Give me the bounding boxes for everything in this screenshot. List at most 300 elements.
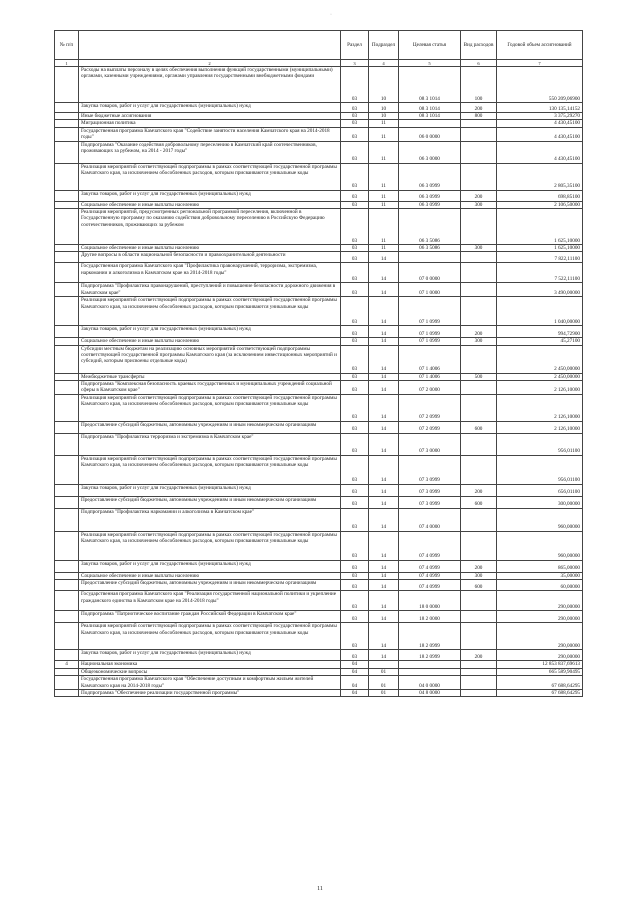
table-row — [55, 580, 583, 591]
row-amount: 2 126,10000 — [497, 381, 583, 395]
row-amount: 865,00000 — [497, 560, 583, 572]
row-razdel: 03 — [341, 245, 369, 252]
table-row — [55, 326, 583, 338]
row-amount: 35,00000 — [497, 572, 583, 579]
table-row — [55, 560, 583, 572]
row-target-article: 07 3 0999 — [399, 484, 461, 496]
row-target-article — [399, 252, 461, 263]
row-description: Миграционная политика — [79, 120, 341, 127]
row-target-article — [399, 661, 461, 668]
row-podrazdel: 14 — [369, 373, 399, 380]
row-description: Закупка товаров, работ и услуг для государственных (муниципальных) нужд — [79, 326, 341, 338]
row-description: Межбюджетные трансферты — [79, 373, 341, 380]
row-number — [55, 201, 79, 208]
row-razdel: 03 — [341, 127, 369, 141]
row-podrazdel: 14 — [369, 611, 399, 623]
row-razdel: 03 — [341, 113, 369, 120]
row-expense-type — [461, 141, 497, 163]
row-amount: 2 805,35100 — [497, 163, 583, 190]
row-podrazdel: 11 — [369, 163, 399, 190]
row-target-article: 06 3 0999 — [399, 163, 461, 190]
row-target-article: 07 2 0999 — [399, 394, 461, 421]
column-index: 2 — [79, 60, 341, 67]
row-target-article: 07 2 0000 — [399, 381, 461, 395]
table-row — [55, 676, 583, 690]
row-target-article: 07 2 0999 — [399, 421, 461, 433]
row-podrazdel: 11 — [369, 209, 399, 245]
row-description: Иные бюджетные ассигнования — [79, 113, 341, 120]
row-expense-type: 200 — [461, 326, 497, 338]
row-target-article: 07 0 0000 — [399, 263, 461, 283]
row-target-article: 06 0 0000 — [399, 127, 461, 141]
row-razdel: 03 — [341, 650, 369, 661]
column-index: 6 — [461, 60, 497, 67]
row-expense-type — [461, 163, 497, 190]
scan-mark: · — [330, 12, 332, 18]
row-razdel: 03 — [341, 141, 369, 163]
table-row — [55, 394, 583, 421]
row-amount: 1 625,10000 — [497, 209, 583, 245]
row-description: Закупка товаров, работ и услуг для государственных (муниципальных) нужд — [79, 560, 341, 572]
row-number — [55, 345, 79, 373]
table-row — [55, 531, 583, 560]
row-description: Общеэкономические вопросы — [79, 668, 341, 675]
table-row — [55, 67, 583, 103]
row-number — [55, 572, 79, 579]
header-no: № п/п — [55, 31, 79, 60]
table-row — [55, 623, 583, 650]
row-number — [55, 650, 79, 661]
row-amount: 960,00000 — [497, 531, 583, 560]
row-description: Предоставление субсидий бюджетным, автономным учреждениям и иным некоммерческим организациям — [79, 421, 341, 433]
table-row — [55, 455, 583, 484]
row-amount: 290,00000 — [497, 623, 583, 650]
row-target-article: 07 1 4006 — [399, 345, 461, 373]
row-amount: 2 450,00000 — [497, 373, 583, 380]
row-amount: 665 589,90495 — [497, 668, 583, 675]
row-expense-type: 100 — [461, 67, 497, 103]
row-description: Подпрограмма "Патриотическое воспитание граждан Российской Федерации в Камчатском крае" — [79, 611, 341, 623]
row-razdel: 03 — [341, 263, 369, 283]
row-podrazdel: 14 — [369, 591, 399, 611]
row-amount: 4 430,45100 — [497, 141, 583, 163]
row-podrazdel: 10 — [369, 67, 399, 103]
column-index-row — [55, 60, 583, 67]
table-row — [55, 484, 583, 496]
row-amount: 45,27100 — [497, 338, 583, 345]
row-podrazdel: 14 — [369, 326, 399, 338]
table-row — [55, 381, 583, 395]
table-row — [55, 283, 583, 297]
row-amount: 7 822,11100 — [497, 252, 583, 263]
row-podrazdel: 01 — [369, 689, 399, 696]
table-row — [55, 113, 583, 120]
table-row — [55, 120, 583, 127]
row-target-article: 07 3 0999 — [399, 496, 461, 508]
row-description: Закупка товаров, работ и услуг для государственных (муниципальных) нужд — [79, 190, 341, 201]
row-target-article: 06 3 0999 — [399, 190, 461, 201]
row-description: Социальное обеспечение и иные выплаты населению — [79, 201, 341, 208]
row-amount: 2 126,10000 — [497, 421, 583, 433]
row-target-article: 08 3 1014 — [399, 67, 461, 103]
row-amount: 290,00000 — [497, 591, 583, 611]
row-expense-type: 200 — [461, 190, 497, 201]
row-target-article: 07 1 0999 — [399, 297, 461, 326]
row-podrazdel: 01 — [369, 676, 399, 690]
row-razdel: 03 — [341, 373, 369, 380]
row-target-article: 07 4 0999 — [399, 580, 461, 591]
column-index: 7 — [497, 60, 583, 67]
row-expense-type — [461, 283, 497, 297]
row-number — [55, 580, 79, 591]
row-expense-type — [461, 127, 497, 141]
row-number — [55, 560, 79, 572]
budget-table — [54, 30, 583, 697]
row-number — [55, 190, 79, 201]
row-target-article: 04 8 0000 — [399, 689, 461, 696]
row-target-article: 08 3 1014 — [399, 103, 461, 113]
row-description: Государственная программа Камчатского края "Обеспечение доступным и комфортным жильем жителей Камчатского края на 2014-2018 годы" — [79, 676, 341, 690]
row-target-article: 07 3 0000 — [399, 433, 461, 455]
row-razdel: 04 — [341, 661, 369, 668]
row-razdel: 03 — [341, 591, 369, 611]
row-description: Субсидии местным бюджетам на реализацию основных мероприятий соответствующей подпрограммы соответствующей государственной программы Камчатского края (за исключением инвестиционных мероприятий и субсидий, которым присвоены отдельные коды) — [79, 345, 341, 373]
row-razdel: 03 — [341, 283, 369, 297]
row-target-article — [399, 120, 461, 127]
row-expense-type — [461, 394, 497, 421]
row-razdel: 03 — [341, 190, 369, 201]
row-podrazdel: 11 — [369, 120, 399, 127]
row-description: Государственная программа Камчатского края "Содействие занятости населения Камчатского края на 2014-2018 годы" — [79, 127, 341, 141]
table-row — [55, 650, 583, 661]
row-target-article: 07 1 4006 — [399, 373, 461, 380]
row-expense-type — [461, 263, 497, 283]
header-podrazdel: Подраздел — [369, 31, 399, 60]
row-razdel: 03 — [341, 394, 369, 421]
row-razdel: 04 — [341, 676, 369, 690]
row-razdel: 03 — [341, 623, 369, 650]
table-row — [55, 345, 583, 373]
table-row — [55, 163, 583, 190]
row-podrazdel: 14 — [369, 560, 399, 572]
row-target-article: 07 4 0999 — [399, 572, 461, 579]
row-razdel: 03 — [341, 433, 369, 455]
row-expense-type: 600 — [461, 421, 497, 433]
row-podrazdel: 11 — [369, 127, 399, 141]
row-podrazdel: 14 — [369, 421, 399, 433]
row-target-article: 18 2 0000 — [399, 611, 461, 623]
row-expense-type: 600 — [461, 580, 497, 591]
row-description: Реализация мероприятий, предусмотренных региональной программой переселения, включенной в Государственную программу по оказанию содействия добровольному переселению в Российскую Федерацию соотечественников, проживающих за рубежом — [79, 209, 341, 245]
row-podrazdel: 11 — [369, 190, 399, 201]
row-podrazdel: 14 — [369, 484, 399, 496]
row-amount: 956,01100 — [497, 433, 583, 455]
row-number — [55, 689, 79, 696]
row-podrazdel: 14 — [369, 572, 399, 579]
row-podrazdel: 14 — [369, 531, 399, 560]
row-amount: 130 135,14152 — [497, 103, 583, 113]
row-expense-type — [461, 591, 497, 611]
row-description: Социальное обеспечение и иные выплаты населению — [79, 338, 341, 345]
row-description: Социальное обеспечение и иные выплаты населению — [79, 572, 341, 579]
row-amount: 698,85100 — [497, 190, 583, 201]
row-description: Реализация мероприятий соответствующей подпрограммы в рамках соответствующей государственной программы Камчатского края, за исключением обособленных расходов, которым присваиваются уникальные коды — [79, 531, 341, 560]
table-row — [55, 209, 583, 245]
row-razdel: 03 — [341, 421, 369, 433]
row-number — [55, 263, 79, 283]
row-amount: 290,00000 — [497, 650, 583, 661]
table-row — [55, 190, 583, 201]
row-podrazdel: 14 — [369, 283, 399, 297]
row-amount: 12 853 837,69613 — [497, 661, 583, 668]
row-expense-type — [461, 689, 497, 696]
row-razdel: 03 — [341, 103, 369, 113]
row-number — [55, 433, 79, 455]
row-podrazdel: 14 — [369, 650, 399, 661]
row-description: Подпрограмма "Профилактика правонарушений, преступлений и повышение безопасности дорожного движения в Камчатском крае" — [79, 283, 341, 297]
row-number — [55, 67, 79, 103]
row-target-article: 07 1 0999 — [399, 338, 461, 345]
row-expense-type — [461, 433, 497, 455]
row-description: Реализация мероприятий соответствующей подпрограммы в рамках соответствующей государственной программы Камчатского края, за исключением обособленных расходов, которым присваиваются уникальные коды — [79, 455, 341, 484]
row-expense-type — [461, 381, 497, 395]
table-row — [55, 141, 583, 163]
table-row — [55, 245, 583, 252]
row-number — [55, 591, 79, 611]
row-podrazdel: 14 — [369, 297, 399, 326]
row-podrazdel: 14 — [369, 433, 399, 455]
row-expense-type — [461, 531, 497, 560]
row-expense-type: 200 — [461, 650, 497, 661]
row-number — [55, 245, 79, 252]
row-razdel: 03 — [341, 201, 369, 208]
row-description: Расходы на выплаты персоналу в целях обеспечения выполнения функций государственными (муниципальными) органами, казенными учреждениями, органами управления государственными внебюджетными фондами — [79, 67, 341, 103]
header-target-article: Целевая статья — [399, 31, 461, 60]
row-podrazdel: 10 — [369, 113, 399, 120]
row-expense-type — [461, 623, 497, 650]
row-amount: 3 375,29270 — [497, 113, 583, 120]
row-target-article: 06 3 0999 — [399, 201, 461, 208]
row-expense-type — [461, 209, 497, 245]
row-expense-type: 300 — [461, 245, 497, 252]
row-number — [55, 252, 79, 263]
row-razdel: 03 — [341, 345, 369, 373]
row-number — [55, 531, 79, 560]
row-expense-type: 200 — [461, 103, 497, 113]
column-index: 5 — [399, 60, 461, 67]
row-razdel: 04 — [341, 668, 369, 675]
row-target-article: 07 1 0999 — [399, 326, 461, 338]
row-amount: 956,01100 — [497, 455, 583, 484]
row-amount: 1 040,00000 — [497, 297, 583, 326]
row-expense-type — [461, 611, 497, 623]
column-index: 3 — [341, 60, 369, 67]
row-description: Предоставление субсидий бюджетным, автономным учреждениям и иным некоммерческим организациям — [79, 580, 341, 591]
row-description: Подпрограмма "Оказание содействия добровольному переселению в Камчатский край соотечественников, проживающих за рубежом, на 2014 - 2017 годы" — [79, 141, 341, 163]
row-amount: 67 688,64295 — [497, 689, 583, 696]
row-expense-type: 500 — [461, 373, 497, 380]
table-row — [55, 689, 583, 696]
row-target-article: 07 3 0999 — [399, 455, 461, 484]
row-target-article: 06 3 5086 — [399, 209, 461, 245]
row-razdel: 03 — [341, 163, 369, 190]
row-expense-type — [461, 508, 497, 531]
table-row — [55, 496, 583, 508]
row-razdel: 03 — [341, 572, 369, 579]
row-description: Закупка товаров, работ и услуг для государственных (муниципальных) нужд — [79, 650, 341, 661]
row-number — [55, 283, 79, 297]
row-description: Предоставление субсидий бюджетным, автономным учреждениям и иным некоммерческим организациям — [79, 496, 341, 508]
row-amount: 2 450,00000 — [497, 345, 583, 373]
row-podrazdel: 14 — [369, 580, 399, 591]
table-row — [55, 252, 583, 263]
row-razdel: 03 — [341, 297, 369, 326]
header-expense-type: Вид расходов — [461, 31, 497, 60]
row-razdel: 03 — [341, 326, 369, 338]
row-target-article: 18 2 0999 — [399, 650, 461, 661]
row-amount: 550 209,06900 — [497, 67, 583, 103]
row-expense-type: 800 — [461, 113, 497, 120]
row-expense-type — [461, 661, 497, 668]
row-number — [55, 421, 79, 433]
row-description: Реализация мероприятий соответствующей подпрограммы в рамках соответствующей государственной программы Камчатского края, за исключением обособленных расходов, которым присваиваются уникальные коды — [79, 297, 341, 326]
row-target-article: 04 0 0000 — [399, 676, 461, 690]
budget-table-sheet — [54, 30, 582, 697]
row-description: Социальное обеспечение и иные выплаты населению — [79, 245, 341, 252]
row-podrazdel — [369, 661, 399, 668]
row-razdel: 03 — [341, 580, 369, 591]
row-expense-type — [461, 345, 497, 373]
page-number: 11 — [317, 886, 323, 892]
row-number — [55, 209, 79, 245]
row-podrazdel: 10 — [369, 103, 399, 113]
row-description: Подпрограмма "Комплексная безопасность краевых государственных и муниципальных учреждений социальной сферы в Камчатском крае" — [79, 381, 341, 395]
row-expense-type — [461, 252, 497, 263]
row-amount: 7 522,11100 — [497, 263, 583, 283]
row-razdel: 03 — [341, 531, 369, 560]
row-expense-type: 600 — [461, 496, 497, 508]
row-razdel: 03 — [341, 455, 369, 484]
row-description: Национальная экономика — [79, 661, 341, 668]
row-description: Закупка товаров, работ и услуг для государственных (муниципальных) нужд — [79, 103, 341, 113]
row-description: Подпрограмма "Профилактика терроризма и экстремизма в Камчатском крае" — [79, 433, 341, 455]
row-number — [55, 508, 79, 531]
row-number — [55, 163, 79, 190]
row-podrazdel: 14 — [369, 455, 399, 484]
row-number — [55, 676, 79, 690]
table-row — [55, 201, 583, 208]
row-amount: 960,00000 — [497, 508, 583, 531]
row-razdel: 03 — [341, 484, 369, 496]
row-description: Реализация мероприятий соответствующей подпрограммы в рамках соответствующей государственной программы Камчатского края, за исключением обособленных расходов, которым присваиваются уникальные коды — [79, 163, 341, 190]
row-description: Подпрограмма "Профилактика наркомании и алкоголизма в Камчатском крае" — [79, 508, 341, 531]
row-number — [55, 103, 79, 113]
row-amount: 2 106,50000 — [497, 201, 583, 208]
table-row — [55, 338, 583, 345]
row-target-article — [399, 668, 461, 675]
row-expense-type — [461, 120, 497, 127]
row-razdel: 03 — [341, 252, 369, 263]
row-target-article: 07 4 0999 — [399, 560, 461, 572]
row-amount: 2 126,10000 — [497, 394, 583, 421]
row-number — [55, 373, 79, 380]
row-target-article: 06 3 0000 — [399, 141, 461, 163]
row-number — [55, 611, 79, 623]
table-row — [55, 572, 583, 579]
row-number — [55, 338, 79, 345]
table-row — [55, 433, 583, 455]
row-podrazdel: 14 — [369, 394, 399, 421]
row-expense-type: 300 — [461, 338, 497, 345]
row-number — [55, 455, 79, 484]
row-expense-type — [461, 668, 497, 675]
row-razdel: 03 — [341, 508, 369, 531]
row-amount: 1 625,10000 — [497, 245, 583, 252]
row-podrazdel: 14 — [369, 623, 399, 650]
row-razdel: 04 — [341, 689, 369, 696]
row-target-article: 06 3 5086 — [399, 245, 461, 252]
row-podrazdel: 11 — [369, 201, 399, 208]
row-amount: 994,72900 — [497, 326, 583, 338]
row-number — [55, 623, 79, 650]
header-annual-amount: Годовой объем ассигнований — [497, 31, 583, 60]
row-number — [55, 381, 79, 395]
table-row — [55, 263, 583, 283]
row-description: Реализация мероприятий соответствующей подпрограммы в рамках соответствующей государственной программы Камчатского края, за исключением обособленных расходов, которым присваиваются уникальные коды — [79, 394, 341, 421]
row-razdel: 03 — [341, 120, 369, 127]
row-podrazdel: 14 — [369, 338, 399, 345]
row-amount: 67 688,64295 — [497, 676, 583, 690]
row-razdel: 03 — [341, 338, 369, 345]
row-description: Закупка товаров, работ и услуг для государственных (муниципальных) нужд — [79, 484, 341, 496]
row-amount: 4 430,45100 — [497, 127, 583, 141]
row-razdel: 03 — [341, 611, 369, 623]
row-target-article: 18 2 0999 — [399, 623, 461, 650]
row-razdel: 03 — [341, 381, 369, 395]
header-razdel: Раздел — [341, 31, 369, 60]
row-amount: 3 490,00000 — [497, 283, 583, 297]
row-description: Государственная программа Камчатского края "Реализация государственной национальной политики и укрепление гражданского единства в Камчатском крае на 2014-2018 годы" — [79, 591, 341, 611]
row-expense-type: 300 — [461, 201, 497, 208]
table-row — [55, 591, 583, 611]
row-razdel: 03 — [341, 496, 369, 508]
row-number — [55, 668, 79, 675]
row-description: Государственная программа Камчатского края "Профилактика правонарушений, терроризма, экстремизма, наркомании и алкоголизма в Камчатском крае на 2014-2018 годы" — [79, 263, 341, 283]
row-razdel: 03 — [341, 209, 369, 245]
row-podrazdel: 11 — [369, 245, 399, 252]
row-number — [55, 127, 79, 141]
row-number — [55, 141, 79, 163]
table-header-row — [55, 31, 583, 60]
row-podrazdel: 14 — [369, 381, 399, 395]
row-podrazdel: 14 — [369, 252, 399, 263]
row-podrazdel: 14 — [369, 508, 399, 531]
row-number — [55, 394, 79, 421]
table-row — [55, 373, 583, 380]
row-amount: 60,00000 — [497, 580, 583, 591]
row-expense-type — [461, 676, 497, 690]
row-description: Другие вопросы в области национальной безопасности и правоохранительной деятельности — [79, 252, 341, 263]
row-podrazdel: 14 — [369, 345, 399, 373]
table-row — [55, 297, 583, 326]
row-number — [55, 113, 79, 120]
row-number — [55, 326, 79, 338]
row-expense-type: 200 — [461, 484, 497, 496]
row-expense-type: 300 — [461, 572, 497, 579]
table-row — [55, 611, 583, 623]
table-row — [55, 127, 583, 141]
header-description — [79, 31, 341, 60]
